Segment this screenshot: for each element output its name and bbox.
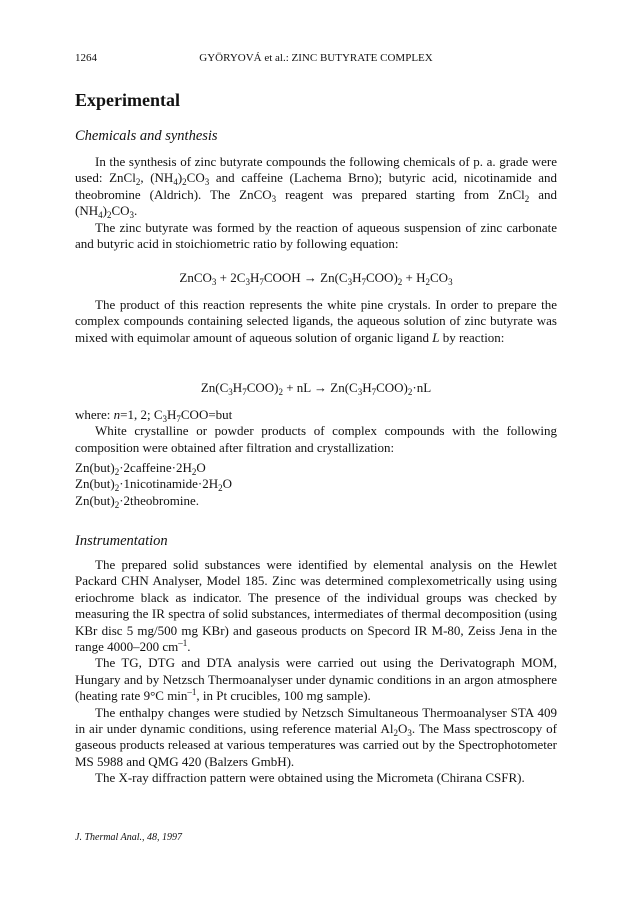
page-number: 1264 — [75, 52, 97, 64]
section-title: Experimental — [75, 90, 180, 110]
paragraph-i4: The X-ray diffraction pattern were obtained using the Micrometa (Chirana CSFR). — [95, 770, 525, 786]
paragraph-3: The product of this reaction represents the white pine crystals. In order to prepare the complex compounds containing selected ligands, the aqueous solution of zinc butyrate was mixed with equimolar amount of aqueous solution of organic ligand L by reaction: — [75, 297, 557, 345]
paragraph-chemicals — [75, 154, 557, 252]
running-title: GYÖRYOVÁ et al.: ZINC BUTYRATE COMPLEX — [199, 52, 433, 64]
paragraph-where — [75, 407, 557, 456]
compound-item: $Zn(but)_2\cdot 2theobromine$. — [75, 492, 200, 510]
paragraph-i2: The TG, DTG and DTA analysis were carried out using the Derivatograph MOM, Hungary and by Netzsch Thermoanalyser under dynamic conditions in an argon atmosphere (heating rate 9°C $\min^{-1}$, in Pt crucibles, 100 mg sample). — [75, 655, 557, 704]
paragraph-i1: The prepared solid substances were identified by elemental analysis on the Hewlet Packard CHN Analyser, Model 185. Zinc was determined complexometrically using using eriochrome black as indicator. The presence of the individual groups was checked by measuring the IR spectra of solid substances, intermediates of thermal decomposition (using KBr disc 5 mg/500 mg KBr) and gaseous products on Specord IR M-80, Zeiss Jena in the range 4000–200 $cm^{-1}$. — [75, 557, 557, 655]
paragraph-1: In the synthesis of zinc butyrate compounds the following chemicals of p. a. grade were used: ZnCl$_2$, $(NH_4)_2CO_3$ and caffeine (Lachema Brno); butyric acid, nicotinamide and theobromine (Aldrich). The ZnCO$_3$ reagent was prepared starting from ZnCl$_2$ and $(NH_4)_2CO_3$. — [75, 154, 557, 221]
equation-1: ZnCO$_3$ + $2C_3H_7COOH \to Zn(C_3H_7COO)_2 + H_2CO_3$ — [179, 270, 453, 287]
paragraph-2: The zinc butyrate was formed by the reaction of aqueous suspension of zinc carbonate and butyric acid in stoichiometric ratio by following equation: — [75, 219, 557, 252]
paragraph-instrumentation — [75, 557, 557, 787]
running-header — [75, 52, 557, 68]
where-line: where: n=1, 2; $C_3H_7COO=but$ — [75, 407, 233, 424]
journal-footer: J. Thermal Anal., 48, 1997 — [75, 832, 183, 843]
compound-item: $Zn(but)_2\cdot 1nicotinamide\cdot 2H_2O$ — [75, 476, 233, 494]
compound-list — [75, 460, 232, 509]
paragraph-i3: The enthalpy changes were studied by Netzsch Simultaneous Thermoanalyser STA 409 in air under dynamic conditions, using reference material $Al_2O_3$. The Mass spectroscopy of gaseous products released at various temperatures was carried out by the Spectrophotometer MS 5988 and QMG 420 (Balzers GmbH). — [75, 704, 557, 769]
paragraph-4: White crystalline or powder products of complex compounds with the following composition were obtained after filtration and crystallization: — [75, 423, 557, 455]
subsection-title-chemicals: Chemicals and synthesis — [75, 128, 218, 144]
equation-2: $Zn(C_3H_7COO)_2$ + nL → $Zn(C_3H_7COO)_2\cdot nL$ — [200, 380, 432, 397]
compound-item: $Zn(but)_2\cdot 2caffeine\cdot 2H_2O$ — [75, 460, 206, 477]
subsection-title-instrumentation: Instrumentation — [75, 533, 168, 549]
